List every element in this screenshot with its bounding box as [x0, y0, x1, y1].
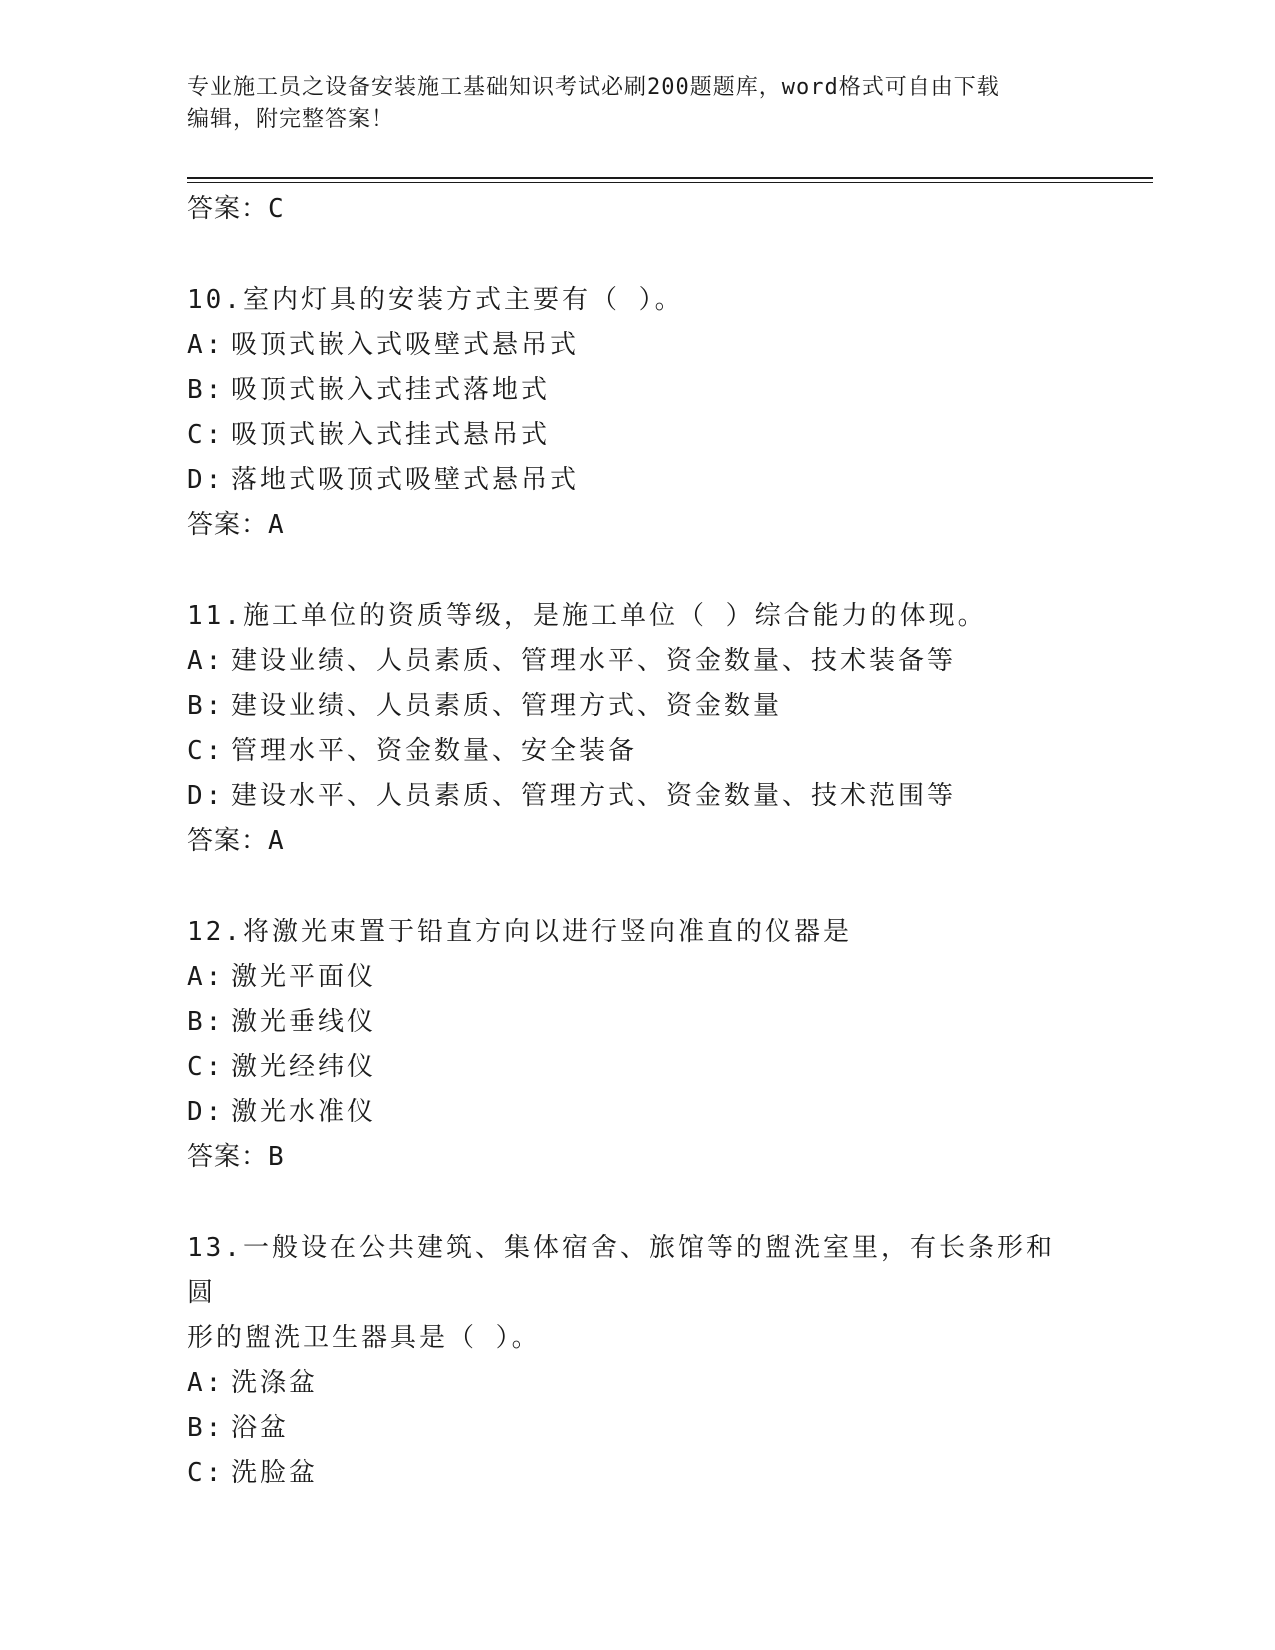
question-11 — [187, 594, 1087, 864]
option-b — [187, 1000, 1087, 1045]
option-letter: D: — [187, 781, 225, 811]
stem-line: 10.室内灯具的安装方式主要有（ ）。 — [187, 285, 684, 315]
option-text: 激光水准仪 — [231, 1097, 377, 1127]
option-text: 洗涤盆 — [231, 1368, 319, 1398]
option-text: 激光垂线仪 — [231, 1007, 377, 1037]
option-text: 建设业绩、人员素质、管理方式、资金数量 — [231, 691, 783, 721]
question-12 — [187, 910, 1087, 1180]
document-header — [187, 72, 1087, 136]
stem-line: 12.将激光束置于铅直方向以进行竖向准直的仪器是 — [187, 917, 852, 947]
option-a — [187, 323, 1087, 368]
option-text: 激光平面仪 — [231, 962, 377, 992]
question-13 — [187, 1226, 1087, 1496]
option-letter: B: — [187, 691, 225, 721]
answer-line: 答案：C — [187, 194, 285, 224]
option-text: 吸顶式嵌入式挂式悬吊式 — [231, 420, 551, 450]
option-d — [187, 774, 1087, 819]
stem-line: 13.一般设在公共建筑、集体宿舍、旅馆等的盥洗室里，有长条形和圆 — [187, 1233, 1055, 1308]
question-list — [187, 187, 1087, 1496]
answer-line: 答案：B — [187, 1142, 285, 1172]
option-letter: A: — [187, 1368, 225, 1398]
header-line-2: 编辑，附完整答案！ — [187, 107, 395, 132]
option-c — [187, 1045, 1087, 1090]
question-stem — [187, 1226, 1067, 1361]
option-text: 吸顶式嵌入式挂式落地式 — [231, 375, 551, 405]
option-letter: B: — [187, 1007, 225, 1037]
option-text: 浴盆 — [231, 1413, 290, 1443]
option-a — [187, 1361, 1087, 1406]
option-text: 洗脸盆 — [231, 1458, 319, 1488]
header-divider-thick — [187, 177, 1153, 179]
stem-line: 11.施工单位的资质等级，是施工单位（ ）综合能力的体现。 — [187, 601, 987, 631]
option-text: 激光经纬仪 — [231, 1052, 377, 1082]
stem-line: 形的盥洗卫生器具是（ ）。 — [187, 1323, 541, 1353]
option-b — [187, 1406, 1087, 1451]
header-line-1: 专业施工员之设备安装施工基础知识考试必刷200题题库，word格式可自由下载 — [187, 75, 1000, 100]
option-d — [187, 458, 1087, 503]
question-stem — [187, 594, 1067, 639]
question-10 — [187, 278, 1087, 548]
option-letter: C: — [187, 420, 225, 450]
option-d — [187, 1090, 1087, 1135]
answer-line: 答案：A — [187, 826, 285, 856]
answer-line: 答案：A — [187, 510, 285, 540]
question-stem — [187, 278, 1067, 323]
option-c — [187, 729, 1087, 774]
option-letter: A: — [187, 330, 225, 360]
option-a — [187, 639, 1087, 684]
option-letter: C: — [187, 1458, 225, 1488]
option-text: 吸顶式嵌入式吸壁式悬吊式 — [231, 330, 580, 360]
option-letter: C: — [187, 736, 225, 766]
option-text: 管理水平、资金数量、安全装备 — [231, 736, 638, 766]
option-b — [187, 368, 1087, 413]
question-stem — [187, 910, 1067, 955]
option-letter: B: — [187, 1413, 225, 1443]
option-letter: A: — [187, 646, 225, 676]
option-text: 建设水平、人员素质、管理方式、资金数量、技术范围等 — [231, 781, 957, 811]
option-letter: B: — [187, 375, 225, 405]
option-c — [187, 413, 1087, 458]
option-letter: D: — [187, 1097, 225, 1127]
option-text: 落地式吸顶式吸壁式悬吊式 — [231, 465, 580, 495]
option-b — [187, 684, 1087, 729]
option-letter: C: — [187, 1052, 225, 1082]
option-text: 建设业绩、人员素质、管理水平、资金数量、技术装备等 — [231, 646, 957, 676]
option-c — [187, 1451, 1087, 1496]
option-letter: A: — [187, 962, 225, 992]
option-letter: D: — [187, 465, 225, 495]
header-divider-thin — [187, 182, 1153, 183]
option-a — [187, 955, 1087, 1000]
